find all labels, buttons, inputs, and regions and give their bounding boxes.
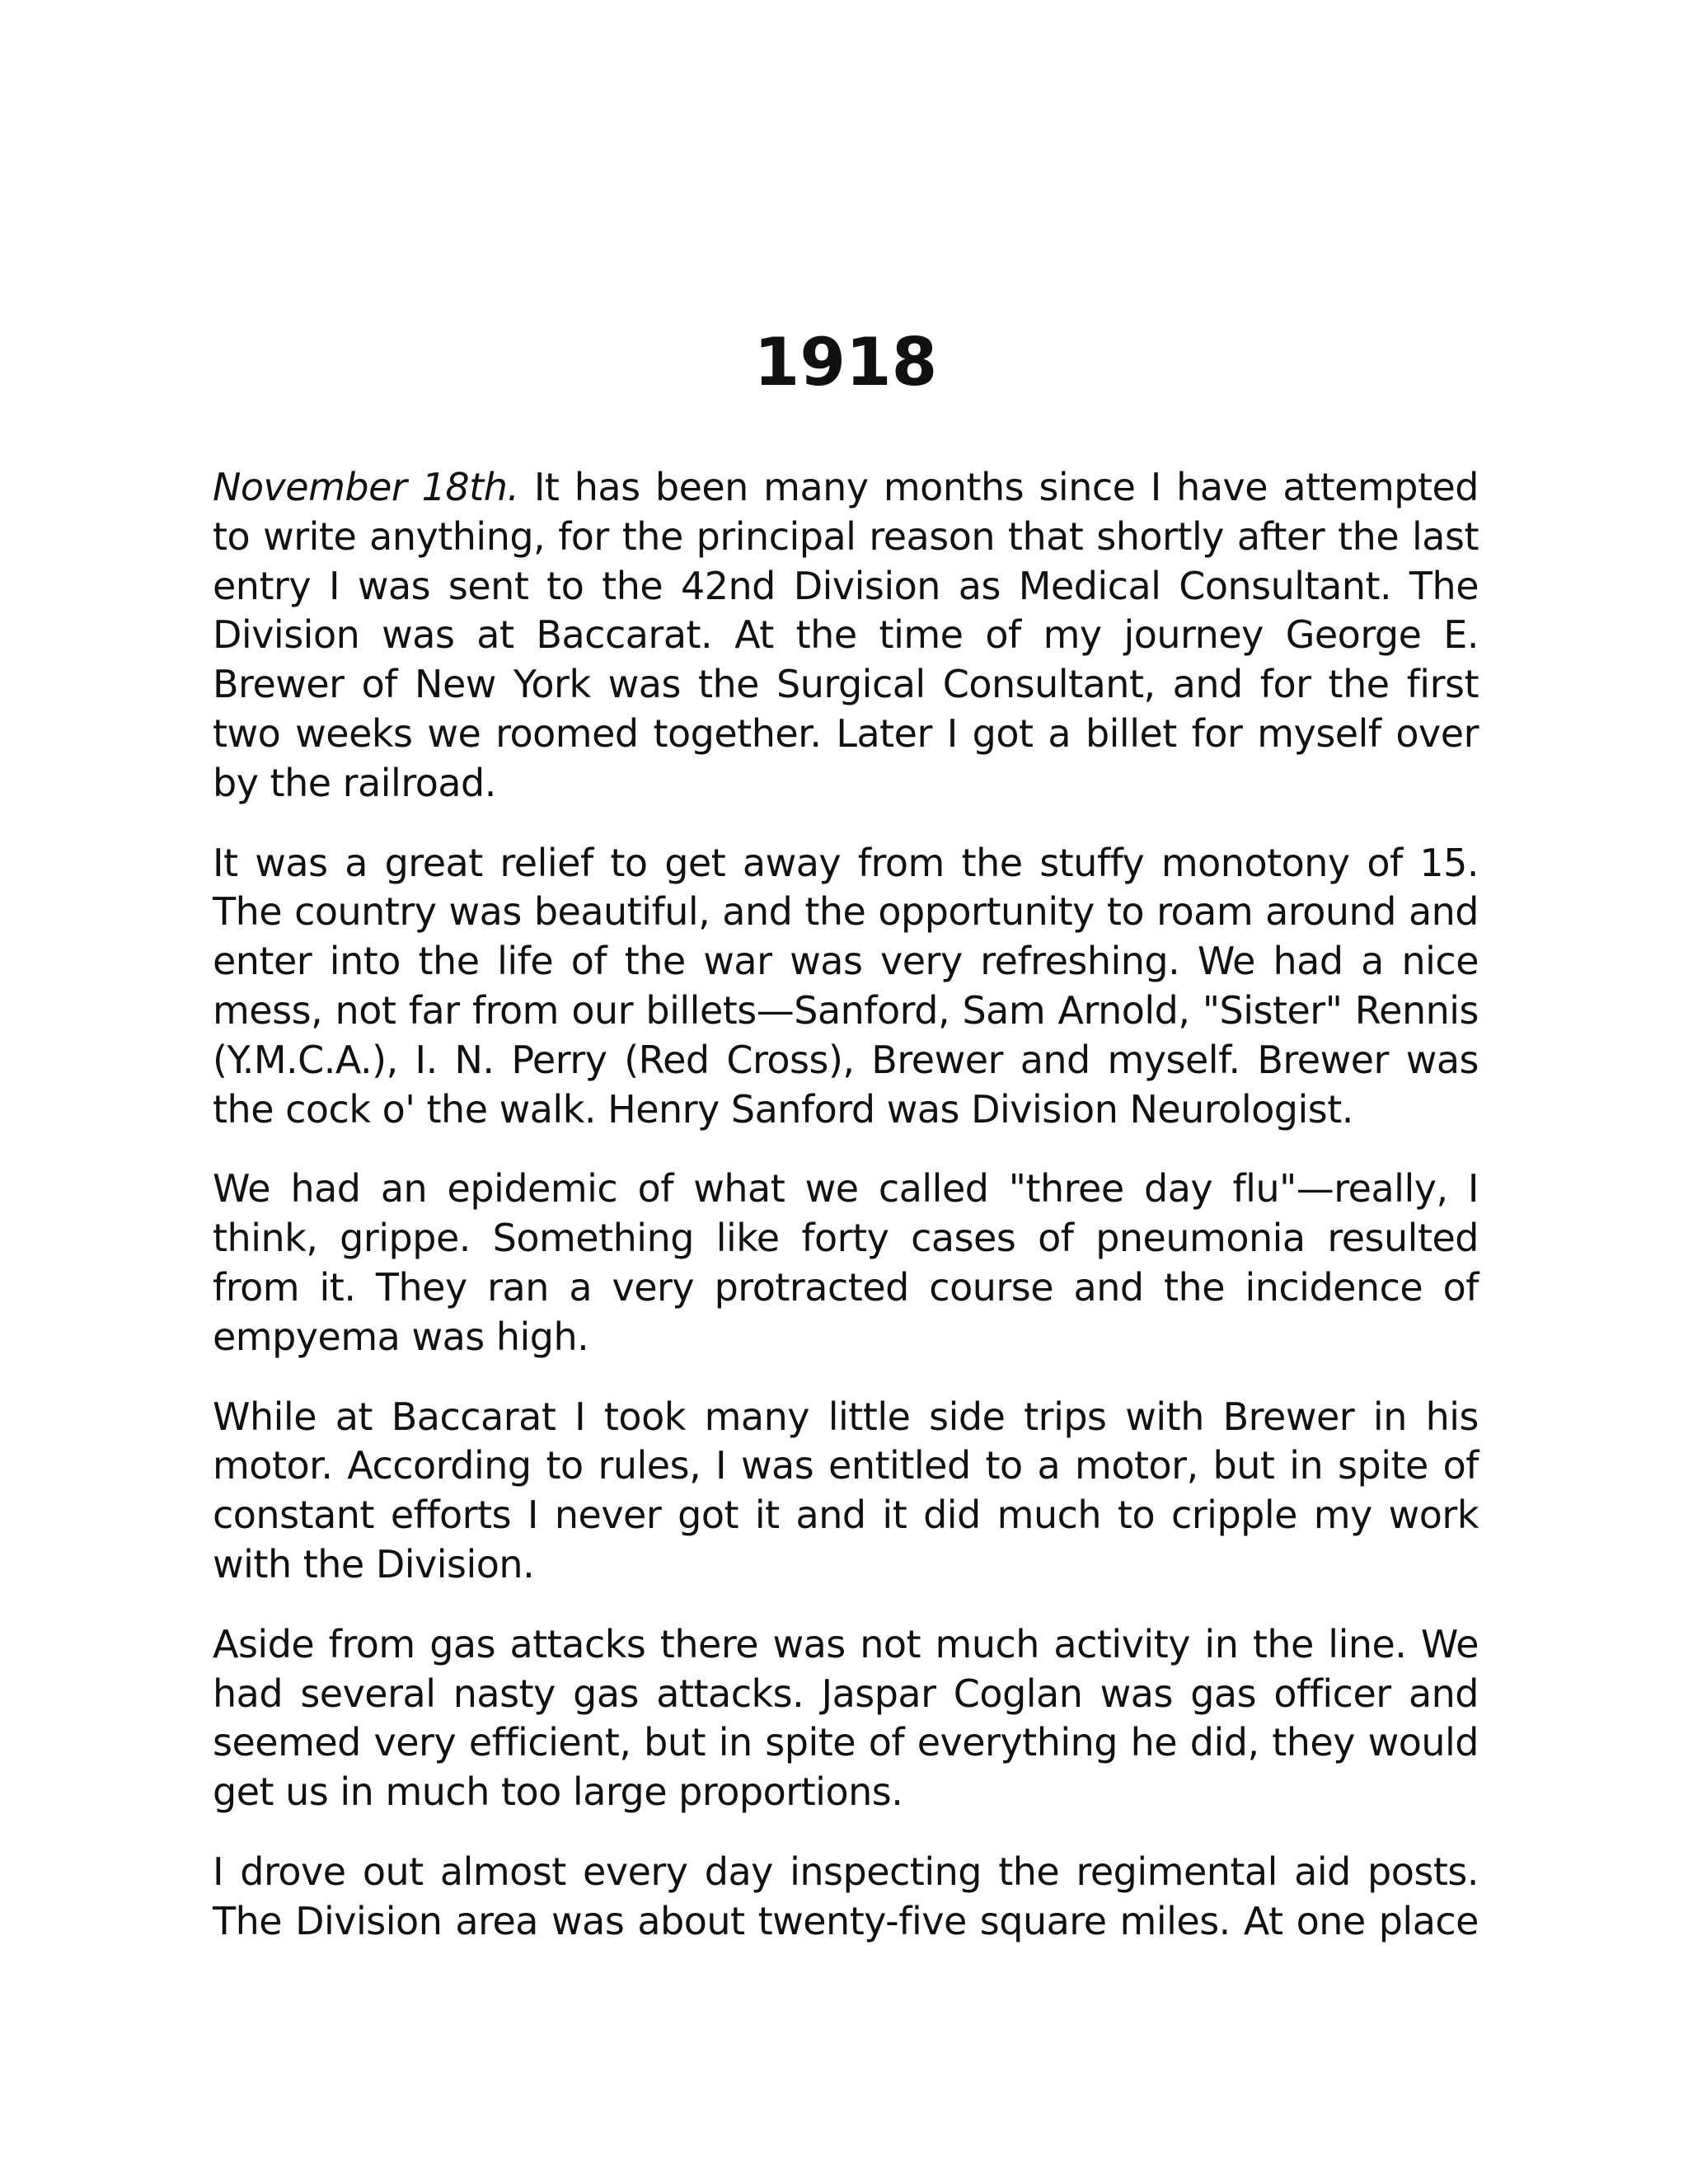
- paragraph-1: [213, 463, 1479, 808]
- paragraph-3: We had an epidemic of what we called "three day flu"—really, I think, grippe. Something like forty cases of pneumonia resulted from it. They ran a very protracted course and the incidence of empyema was high.: [213, 1166, 1479, 1359]
- paragraph-1-text: It has been many months since I have attempted to write anything, for the principal reason that shortly after the last entry I was sent to the 42nd Division as Medical Consultant. The Division was at Baccarat. At the time of my journey George E. Brewer of New York was the Surgical Consultant, and for the first two weeks we roomed together. Later I got a billet for myself over by the railroad.: [213, 465, 1479, 805]
- paragraph-5: Aside from gas attacks there was not much activity in the line. We had several nasty gas attacks. Jaspar Coglan was gas officer and seemed very efficient, but in spite of everything he did, they would get us in much too large proportions.: [213, 1621, 1479, 1815]
- paragraph-4: While at Baccarat I took many little side trips with Brewer in his motor. According to rules, I was entitled to a motor, but in spite of constant efforts I never got it and it did much to cripple my work with the Division.: [213, 1394, 1479, 1586]
- entry-date: November 18th.: [213, 465, 519, 509]
- paragraph-2: It was a great relief to get away from the stuffy monotony of 15. The country was beautiful, and the opportunity to roam around and enter into the life of the war was very refreshing. We had a nice mess, not far from our billets—Sanford, Sam Arnold, "Sister" Rennis (Y.M.C.A.), I. N. Perry (Red Cross), Brewer and myself. Brewer was the cock o' the walk. Henry Sanford was Division Neurologist.: [213, 840, 1479, 1132]
- page-title: 1918: [753, 324, 938, 401]
- paragraph-6: I drove out almost every day inspecting the regimental aid posts. The Division area was about twenty-five square miles. At one place: [213, 1849, 1479, 1943]
- body-text: [213, 463, 1479, 1977]
